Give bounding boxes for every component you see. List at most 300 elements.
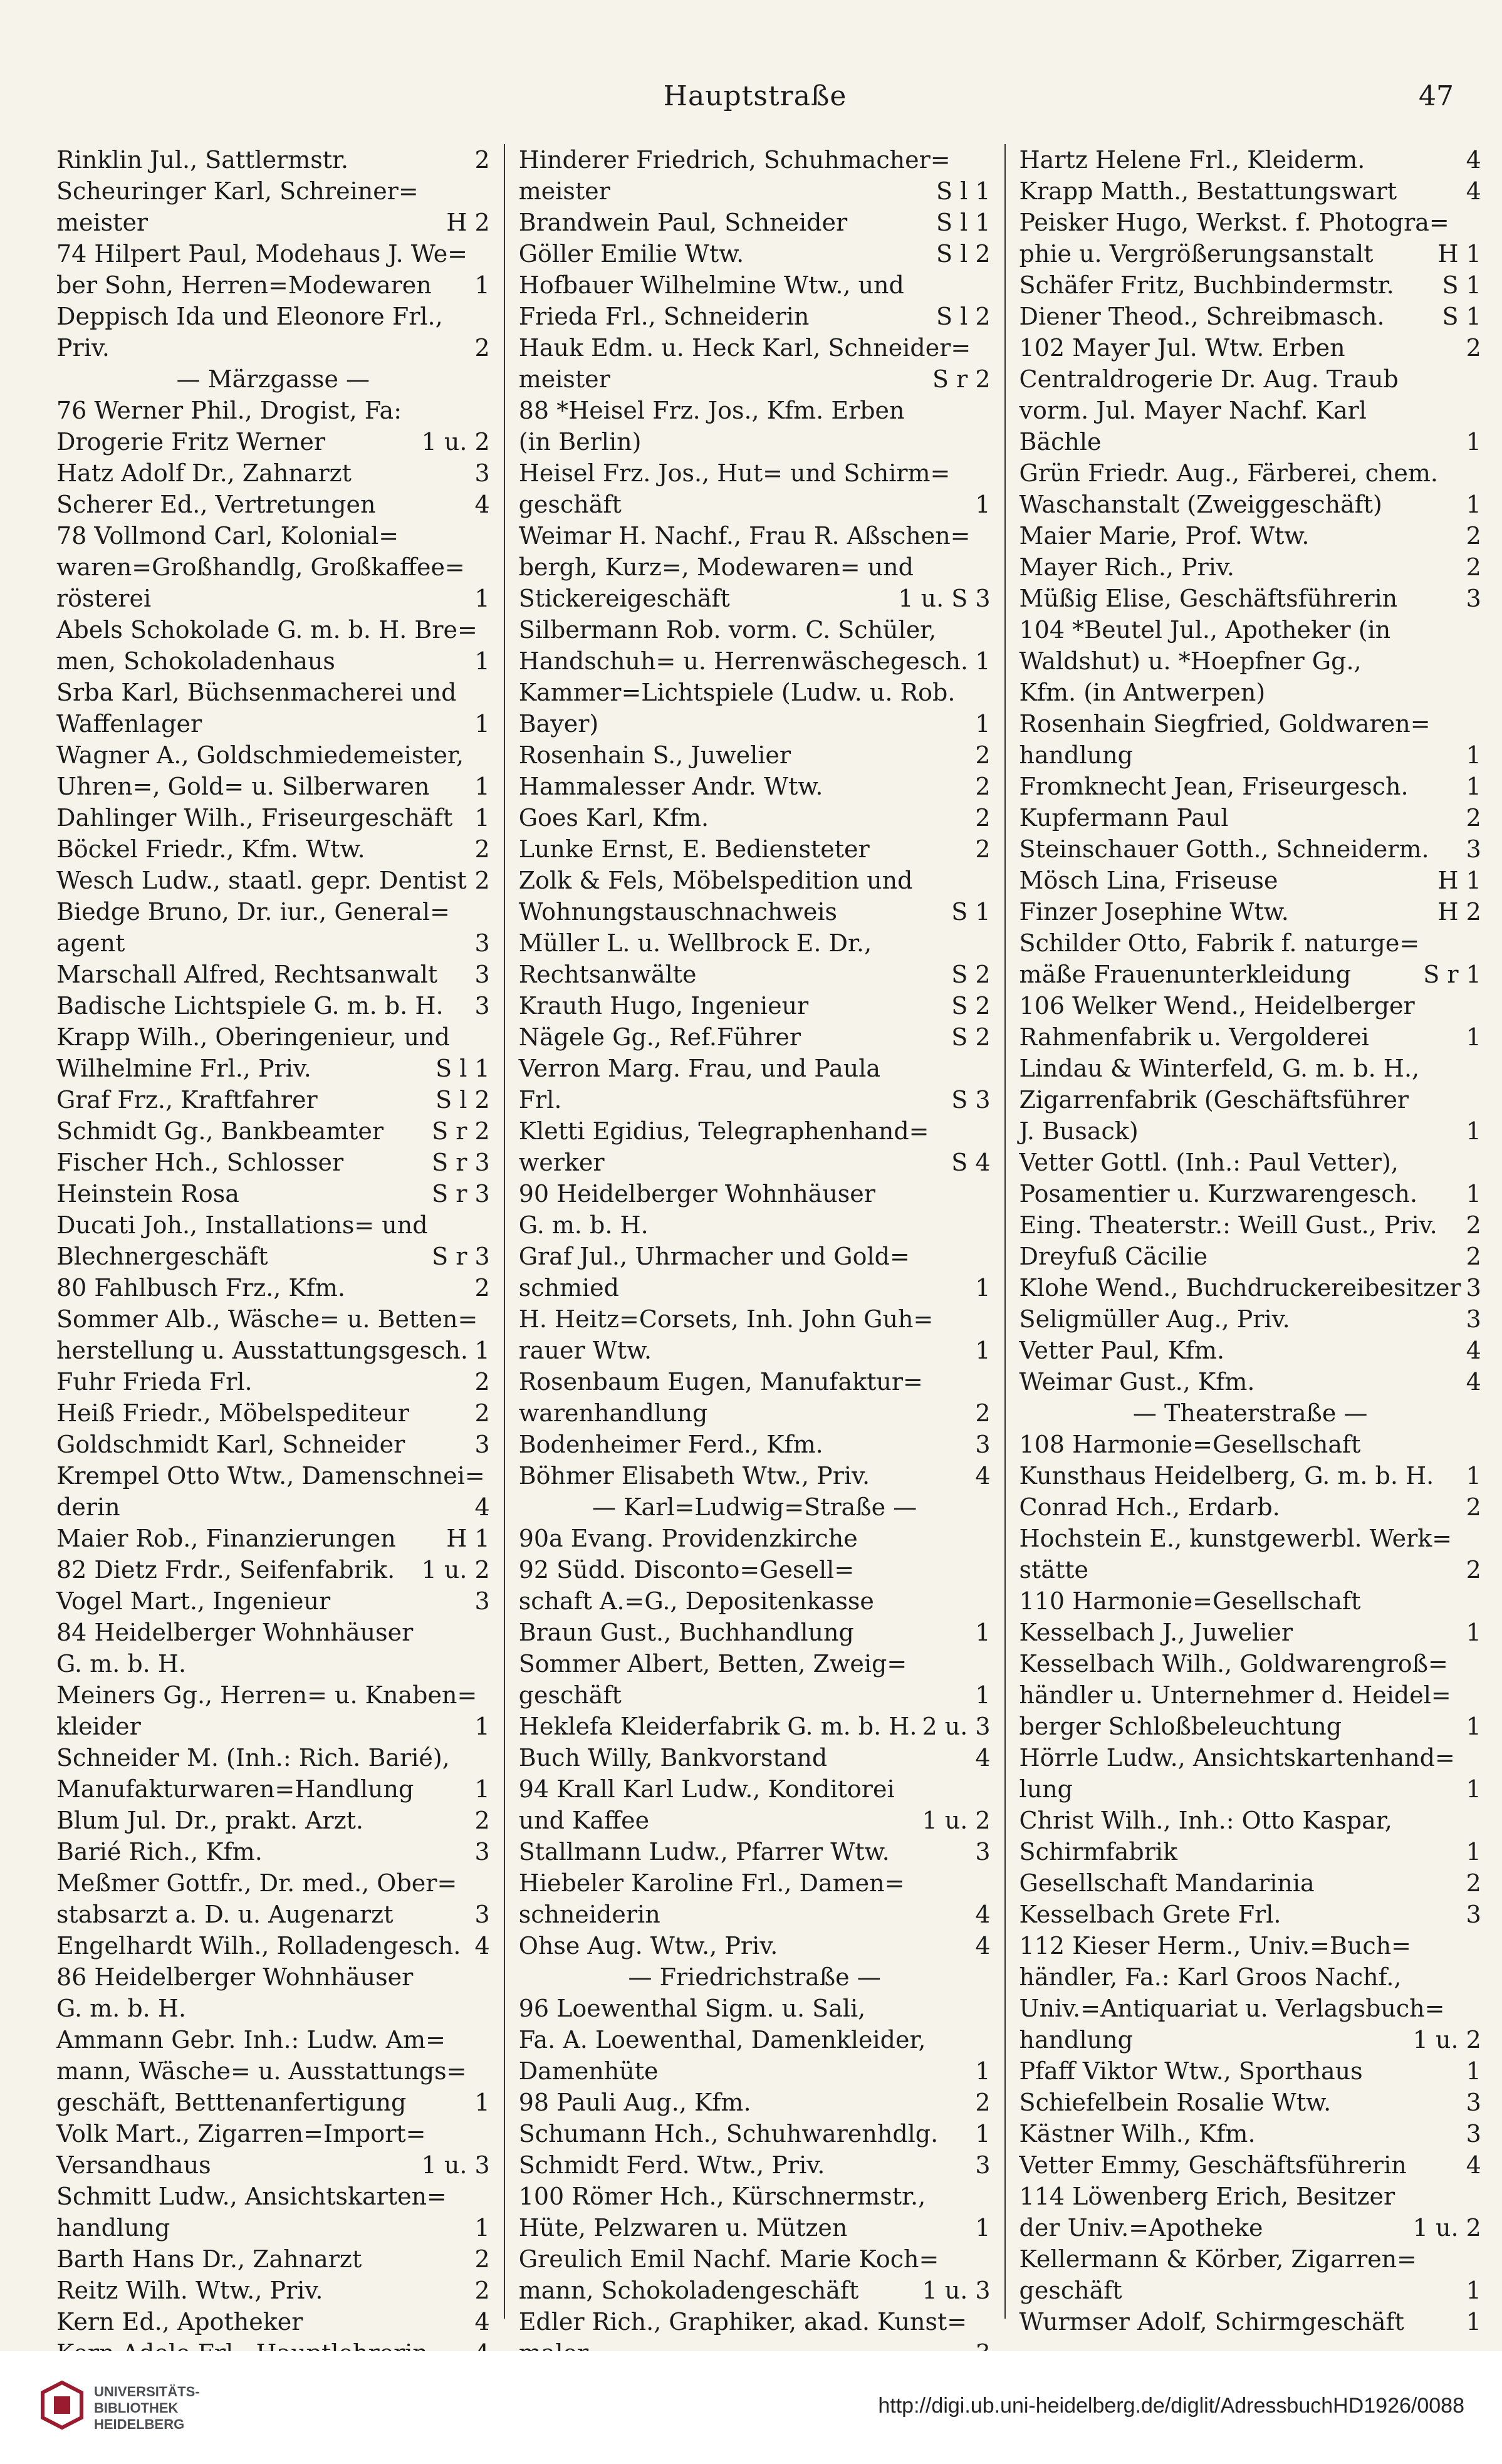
directory-entry <box>1020 865 1481 896</box>
running-title: Hauptstraße <box>663 80 847 112</box>
directory-entry <box>56 1241 490 1272</box>
directory-entry <box>56 238 490 269</box>
entry-text: mann, Wäsche= u. Ausstattungs= <box>56 2057 467 2085</box>
source-url-link[interactable]: http://digi.ub.uni-heidelberg.de/diglit/AdressbuchHD1926/0088 <box>878 2394 1464 2418</box>
directory-entry <box>56 489 490 520</box>
entry-text: Lindau & Winterfeld, G. m. b. H., <box>1019 1055 1420 1082</box>
directory-entry <box>519 1679 991 1711</box>
entry-text: werker <box>518 1149 605 1176</box>
entry-text: ber Sohn, Herren=Modewaren <box>56 271 432 299</box>
entry-text: 94 Krall Karl Ludw., Konditorei <box>518 1775 895 1803</box>
directory-column-left <box>56 144 505 2336</box>
directory-entry <box>56 1335 490 1366</box>
directory-entry <box>519 363 991 395</box>
directory-entry <box>519 144 991 175</box>
entry-floor: 1 <box>474 1337 490 1364</box>
entry-text: der Univ.=Apotheke <box>1019 2214 1263 2242</box>
entry-text: 108 Harmonie=Gesellschaft <box>1019 1431 1361 1458</box>
directory-entry <box>1020 1460 1481 1491</box>
entry-floor: 3 <box>474 1431 490 1458</box>
entry-text: Krauth Hugo, Ingenieur <box>518 992 809 1020</box>
directory-entry <box>519 1930 991 1961</box>
entry-text: Biedge Bruno, Dr. iur., General= <box>56 898 450 926</box>
entry-floor: 3 <box>1466 1901 1481 1928</box>
entry-floor: 3 <box>1466 1274 1481 1302</box>
entry-floor: H 2 <box>446 209 490 236</box>
directory-entry <box>519 1021 991 1053</box>
directory-entry <box>1020 2212 1481 2243</box>
entry-text: meister <box>518 177 610 205</box>
entry-floor: 1 <box>1466 741 1481 769</box>
entry-text: bergh, Kurz=, Modewaren= und <box>518 553 914 581</box>
directory-entry <box>56 2118 490 2149</box>
directory-entry <box>1020 833 1481 865</box>
directory-entry <box>519 2243 991 2275</box>
entry-text: Silbermann Rob. vorm. C. Schüler, <box>518 616 937 644</box>
entry-text: Klohe Wend., Buchdruckereibesitzer <box>1019 1274 1461 1302</box>
directory-entry <box>519 1585 991 1617</box>
entry-text: Vogel Mart., Ingenieur <box>56 1587 331 1615</box>
entry-text: Steinschauer Gotth., Schneiderm. <box>1019 835 1429 863</box>
entry-text: Schumann Hch., Schuhwarenhdlg. <box>518 2120 939 2148</box>
directory-entry <box>1020 2306 1481 2337</box>
entry-floor: S l 2 <box>435 1086 490 1114</box>
entry-text: 106 Welker Wend., Heidelberger <box>1019 992 1415 1020</box>
entry-floor: 2 u. 3 <box>922 1713 991 1740</box>
entry-text: herstellung u. Ausstattungsgesch. <box>56 1337 468 1364</box>
directory-entry <box>519 1209 991 1241</box>
directory-entry <box>519 959 991 990</box>
entry-floor: S r 2 <box>932 365 991 393</box>
entry-text: mäße Frauenunterkleidung <box>1019 961 1352 988</box>
entry-floor: 3 <box>975 1431 991 1458</box>
directory-entry <box>519 2087 991 2118</box>
directory-entry <box>1020 1867 1481 1899</box>
library-name-line-3: HEIDELBERG <box>94 2416 185 2432</box>
entry-text: Sommer Albert, Betten, Zweig= <box>518 1650 907 1678</box>
entry-text: 114 Löwenberg Erich, Besitzer <box>1019 2183 1395 2210</box>
entry-text: 86 Heidelberger Wohnhäuser <box>56 1963 414 1991</box>
entry-text: Krapp Matth., Bestattungswart <box>1019 177 1397 205</box>
entry-text: Kfm. (in Antwerpen) <box>1019 679 1266 706</box>
entry-text: Buch Willy, Bankvorstand <box>518 1744 828 1772</box>
entry-floor: 2 <box>975 835 991 863</box>
entry-text: Hatz Adolf Dr., Zahnarzt <box>56 459 352 487</box>
entry-text: Maier Marie, Prof. Wtw. <box>1019 522 1310 550</box>
entry-floor: 4 <box>975 1932 991 1960</box>
directory-entry <box>56 1805 490 1836</box>
entry-text: Schiefelbein Rosalie Wtw. <box>1019 2089 1332 2116</box>
entry-text: Rechtsanwälte <box>518 961 697 988</box>
entry-text: Schilder Otto, Fabrik f. naturge= <box>1019 929 1420 957</box>
entry-floor: S l 2 <box>936 240 991 268</box>
entry-text: (in Berlin) <box>518 428 642 456</box>
directory-entry <box>56 1930 490 1961</box>
entry-text: 110 Harmonie=Gesellschaft <box>1019 1587 1361 1615</box>
directory-entry <box>519 2275 991 2306</box>
directory-entry <box>1020 677 1481 708</box>
entry-text: handlung <box>1019 2026 1133 2054</box>
directory-entry <box>56 802 490 833</box>
entry-text: Versandhaus <box>56 2151 211 2179</box>
entry-text: Schneider M. (Inh.: Rich. Barié), <box>56 1744 450 1772</box>
entry-text: Kellermann & Körber, Zigarren= <box>1019 2245 1417 2273</box>
directory-entry <box>1020 1899 1481 1930</box>
directory-entry <box>56 1084 490 1115</box>
directory-entry <box>56 1836 490 1867</box>
entry-text: 80 Fahlbusch Frz., Kfm. <box>56 1274 345 1302</box>
entry-floor: 3 <box>474 1838 490 1866</box>
directory-entry <box>1020 1241 1481 1272</box>
entry-text: Rahmenfabrik u. Vergolderei <box>1019 1023 1369 1051</box>
entry-floor: S r 3 <box>432 1180 490 1208</box>
directory-entry <box>56 1585 490 1617</box>
directory-entry <box>1020 1272 1481 1303</box>
directory-entry <box>519 2149 991 2181</box>
entry-text: J. Busack) <box>1019 1117 1139 1145</box>
directory-entry <box>1020 1021 1481 1053</box>
directory-entry <box>519 1554 991 1585</box>
entry-text: Hinderer Friedrich, Schuhmacher= <box>518 146 951 174</box>
entry-text: 96 Loewenthal Sigm. u. Sali, <box>518 1995 866 2022</box>
directory-entry <box>1020 802 1481 833</box>
entry-floor: 2 <box>975 741 991 769</box>
directory-entry <box>1020 1961 1481 1993</box>
entry-floor: 1 u. 2 <box>421 1556 490 1584</box>
entry-floor: 1 <box>975 2120 991 2148</box>
directory-entry <box>56 1053 490 1084</box>
entry-text: Heinstein Rosa <box>56 1180 239 1208</box>
directory-entry <box>1020 2275 1481 2306</box>
entry-text: Rosenhain Siegfried, Goldwaren= <box>1019 710 1431 738</box>
entry-floor: 1 <box>1466 1117 1481 1145</box>
directory-entry <box>56 269 490 301</box>
directory-entry <box>519 1711 991 1742</box>
directory-entry <box>56 1617 490 1648</box>
entry-floor: 1 <box>975 647 991 675</box>
directory-entry <box>56 583 490 614</box>
entry-text: Hochstein E., kunstgewerbl. Werk= <box>1019 1525 1452 1552</box>
entry-floor: 1 <box>1466 1619 1481 1646</box>
directory-entry <box>519 583 991 614</box>
entry-floor: H 1 <box>446 1525 490 1552</box>
directory-entry <box>1020 1115 1481 1147</box>
directory-entry <box>519 175 991 207</box>
directory-entry <box>56 771 490 802</box>
entry-text: händler, Fa.: Karl Groos Nachf., <box>1019 1963 1402 1991</box>
directory-entry <box>1020 645 1481 677</box>
entry-floor: 3 <box>474 459 490 487</box>
entry-text: Damenhüte <box>518 2057 659 2085</box>
directory-entry <box>56 2306 490 2337</box>
directory-column-right <box>1006 144 1495 2336</box>
entry-floor: 1 <box>1466 1713 1481 1740</box>
directory-entry <box>519 2181 991 2212</box>
entry-floor: 2 <box>1466 1556 1481 1584</box>
entry-text: Blechnergeschäft <box>56 1243 268 1270</box>
entry-text: Kletti Egidius, Telegraphenhand= <box>518 1117 929 1145</box>
entry-floor: 4 <box>474 1493 490 1521</box>
entry-text: und Kaffee <box>518 1807 650 1834</box>
entry-floor: 2 <box>474 1274 490 1302</box>
entry-text: Zolk & Fels, Möbelspedition und <box>518 867 913 894</box>
entry-text: Manufakturwaren=Handlung <box>56 1775 414 1803</box>
directory-entry <box>1020 551 1481 583</box>
entry-text: Mayer Rich., Priv. <box>1019 553 1234 581</box>
entry-text: Dreyfuß Cäcilie <box>1019 1243 1208 1270</box>
entry-text: Kesselbach Grete Frl. <box>1019 1901 1281 1928</box>
directory-entry <box>56 645 490 677</box>
directory-entry <box>519 1867 991 1899</box>
entry-text: Kern Ed., Apotheker <box>56 2308 303 2336</box>
directory-entry <box>56 426 490 457</box>
directory-entry <box>519 238 991 269</box>
directory-entry <box>56 2024 490 2055</box>
directory-entry <box>519 2306 991 2337</box>
entry-floor: 1 <box>975 710 991 738</box>
directory-entry <box>1020 1178 1481 1209</box>
entry-text: händler u. Unternehmer d. Heidel= <box>1019 1681 1451 1709</box>
entry-text: 78 Vollmond Carl, Kolonial= <box>56 522 399 550</box>
directory-entry <box>1020 489 1481 520</box>
directory-entry <box>519 1241 991 1272</box>
directory-entry <box>519 1335 991 1366</box>
directory-entry <box>56 1491 490 1523</box>
entry-text: berger Schloßbeleuchtung <box>1019 1713 1342 1740</box>
directory-entry <box>519 1805 991 1836</box>
directory-entry <box>56 2055 490 2087</box>
entry-floor: 2 <box>1466 1869 1481 1897</box>
entry-text: Fromknecht Jean, Friseurgesch. <box>1019 773 1409 800</box>
entry-floor: 2 <box>474 1399 490 1427</box>
directory-entry <box>1020 2055 1481 2087</box>
entry-text: Drogerie Fritz Werner <box>56 428 326 456</box>
entry-text: Hammalesser Andr. Wtw. <box>518 773 823 800</box>
entry-floor: 1 <box>1466 773 1481 800</box>
directory-entry <box>1020 739 1481 771</box>
directory-entry <box>519 520 991 551</box>
entry-floor: 1 <box>975 1274 991 1302</box>
entry-text: Finzer Josephine Wtw. <box>1019 898 1289 926</box>
page-header <box>56 80 1454 124</box>
directory-entry <box>1020 708 1481 739</box>
entry-floor: 1 <box>1466 428 1481 456</box>
directory-entry <box>56 833 490 865</box>
street-heading <box>56 363 490 395</box>
directory-entry <box>519 1460 991 1491</box>
entry-text: Fuhr Frieda Frl. <box>56 1368 253 1396</box>
directory-entry <box>56 896 490 927</box>
entry-floor: 4 <box>1466 1337 1481 1364</box>
entry-floor: S 2 <box>951 961 991 988</box>
entry-text: Rosenhain S., Juwelier <box>518 741 791 769</box>
directory-entry <box>519 2055 991 2087</box>
directory-entry <box>519 2024 991 2055</box>
entry-text: Centraldrogerie Dr. Aug. Traub <box>1019 365 1399 393</box>
entry-floor: S 1 <box>1442 303 1481 330</box>
entry-text: Böckel Friedr., Kfm. Wtw. <box>56 835 365 863</box>
directory-entry <box>519 1272 991 1303</box>
directory-entry <box>1020 426 1481 457</box>
entry-floor: 1 <box>474 2214 490 2242</box>
entry-floor: S r 2 <box>432 1117 490 1145</box>
entry-text: 90 Heidelberger Wohnhäuser <box>518 1180 875 1208</box>
directory-entry <box>1020 1523 1481 1554</box>
directory-entry <box>1020 1147 1481 1178</box>
entry-text: Gesellschaft Mandarinia <box>1019 1869 1315 1897</box>
entry-text: Hiebeler Karoline Frl., Damen= <box>518 1869 905 1897</box>
entry-floor: 3 <box>975 1838 991 1866</box>
entry-text: Waldshut) u. *Hoepfner Gg., <box>1019 647 1362 675</box>
entry-text: Grün Friedr. Aug., Färberei, chem. <box>1019 459 1438 487</box>
entry-floor: 2 <box>1466 334 1481 362</box>
entry-text: warenhandlung <box>518 1399 708 1427</box>
entry-text: meister <box>56 209 149 236</box>
entry-text: 92 Südd. Disconto=Gesell= <box>518 1556 855 1584</box>
directory-entry <box>519 1084 991 1115</box>
directory-entry <box>56 1648 490 1679</box>
entry-floor: 2 <box>474 1368 490 1396</box>
entry-floor: 3 <box>1466 2120 1481 2148</box>
directory-entry <box>519 457 991 489</box>
directory-entry <box>519 1053 991 1084</box>
directory-entry <box>519 1993 991 2024</box>
entry-text: Waffenlager <box>56 710 202 738</box>
directory-entry <box>519 1523 991 1554</box>
directory-entry <box>519 2118 991 2149</box>
directory-entry <box>519 645 991 677</box>
entry-floor: 2 <box>474 867 490 894</box>
directory-entry <box>1020 1836 1481 1867</box>
entry-floor: 4 <box>1466 1368 1481 1396</box>
entry-text: Hörrle Ludw., Ansichtskartenhand= <box>1019 1744 1455 1772</box>
entry-floor: 1 <box>1466 2057 1481 2085</box>
entry-floor: 2 <box>1466 1493 1481 1521</box>
directory-entry <box>519 927 991 959</box>
entry-text: Ohse Aug. Wtw., Priv. <box>518 1932 778 1960</box>
entry-floor: H 2 <box>1437 898 1481 926</box>
entry-text: Dahlinger Wilh., Friseurgeschäft <box>56 804 453 832</box>
entry-floor: 4 <box>975 1744 991 1772</box>
directory-entry <box>519 708 991 739</box>
directory-entry <box>56 739 490 771</box>
entry-text: Heklefa Kleiderfabrik G. m. b. H. <box>518 1713 917 1740</box>
entry-text: Hartz Helene Frl., Kleiderm. <box>1019 146 1365 174</box>
entry-text: 104 *Beutel Jul., Apotheker (in <box>1019 616 1391 644</box>
entry-text: Schmitt Ludw., Ansichtskarten= <box>56 2183 447 2210</box>
entry-floor: 1 u. 2 <box>1412 2026 1481 2054</box>
directory-entry <box>1020 238 1481 269</box>
entry-text: Stickereigeschäft <box>518 585 730 612</box>
entry-text: Braun Gust., Buchhandlung <box>518 1619 854 1646</box>
entry-text: Schäfer Fritz, Buchbindermstr. <box>1019 271 1394 299</box>
entry-text: schneiderin <box>518 1901 660 1928</box>
entry-text: agent <box>56 929 125 957</box>
directory-entry <box>1020 1084 1481 1115</box>
entry-text: Graf Frz., Kraftfahrer <box>56 1086 318 1114</box>
directory-entry <box>56 1711 490 1742</box>
entry-floor: 2 <box>975 773 991 800</box>
entry-floor: 1 <box>474 804 490 832</box>
directory-entry <box>56 1554 490 1585</box>
entry-floor: 1 <box>1466 1023 1481 1051</box>
entry-floor: 2 <box>1466 1211 1481 1239</box>
directory-entry <box>1020 927 1481 959</box>
entry-text: Wilhelmine Frl., Priv. <box>56 1055 311 1082</box>
directory-entry <box>1020 2243 1481 2275</box>
directory-entry <box>56 1899 490 1930</box>
entry-text: Reitz Wilh. Wtw., Priv. <box>56 2277 323 2304</box>
directory-entry <box>1020 1209 1481 1241</box>
entry-floor: 4 <box>474 1932 490 1960</box>
directory-entry <box>56 1178 490 1209</box>
entry-floor: 2 <box>975 1399 991 1427</box>
entry-text: — Karl=Ludwig=Straße — <box>592 1493 917 1521</box>
entry-text: Wagner A., Goldschmiedemeister, <box>56 741 464 769</box>
entry-text: Brandwein Paul, Schneider <box>518 209 848 236</box>
entry-text: Zigarrenfabrik (Geschäftsführer <box>1019 1086 1409 1114</box>
entry-floor: 1 <box>474 2089 490 2116</box>
entry-floor: 1 <box>474 710 490 738</box>
entry-text: Kesselbach J., Juwelier <box>1019 1619 1293 1646</box>
directory-entry <box>519 301 991 332</box>
entry-text: — Friedrichstraße — <box>628 1963 881 1991</box>
directory-entry <box>519 1617 991 1648</box>
entry-text: Univ.=Antiquariat u. Verlagsbuch= <box>1019 1995 1445 2022</box>
directory-entry <box>56 332 490 363</box>
entry-text: rauer Wtw. <box>518 1337 652 1364</box>
directory-entry <box>56 677 490 708</box>
entry-text: Frl. <box>518 1086 562 1114</box>
directory-entry <box>1020 144 1481 175</box>
entry-floor: 1 u. S 3 <box>898 585 991 612</box>
entry-text: Verron Marg. Frau, und Paula <box>518 1055 881 1082</box>
entry-text: Posamentier u. Kurzwarengesch. <box>1019 1180 1418 1208</box>
footer <box>0 2351 1502 2464</box>
entry-floor: 3 <box>1466 585 1481 612</box>
directory-entry <box>1020 1711 1481 1742</box>
entry-text: 84 Heidelberger Wohnhäuser <box>56 1619 414 1646</box>
entry-floor: S l 1 <box>936 177 991 205</box>
directory-entry <box>56 927 490 959</box>
entry-floor: 1 <box>474 1713 490 1740</box>
entry-text: geschäft <box>518 491 622 518</box>
directory-entry <box>1020 363 1481 395</box>
directory-entry <box>1020 990 1481 1021</box>
entry-text: Weimar H. Nachf., Frau R. Aßschen= <box>518 522 971 550</box>
directory-entry <box>1020 959 1481 990</box>
directory-entry <box>519 865 991 896</box>
entry-floor: 4 <box>1466 177 1481 205</box>
entry-floor: 1 u. 2 <box>922 1807 991 1834</box>
entry-text: Kesselbach Wilh., Goldwarengroß= <box>1019 1650 1448 1678</box>
directory-entry <box>1020 896 1481 927</box>
directory-columns <box>56 144 1481 2336</box>
entry-text: 88 *Heisel Frz. Jos., Kfm. Erben <box>518 397 905 424</box>
entry-text: meister <box>518 365 610 393</box>
directory-entry <box>56 2212 490 2243</box>
directory-entry <box>56 2181 490 2212</box>
entry-text: schaft A.=G., Depositenkasse <box>518 1587 874 1615</box>
entry-floor: 1 <box>1466 1180 1481 1208</box>
directory-entry <box>1020 1585 1481 1617</box>
entry-text: Müller L. u. Wellbrock E. Dr., <box>518 929 872 957</box>
entry-floor: 2 <box>1466 553 1481 581</box>
entry-text: kleider <box>56 1713 141 1740</box>
entry-text: Greulich Emil Nachf. Marie Koch= <box>518 2245 939 2273</box>
entry-floor: S r 3 <box>432 1243 490 1270</box>
entry-text: Goldschmidt Karl, Schneider <box>56 1431 405 1458</box>
